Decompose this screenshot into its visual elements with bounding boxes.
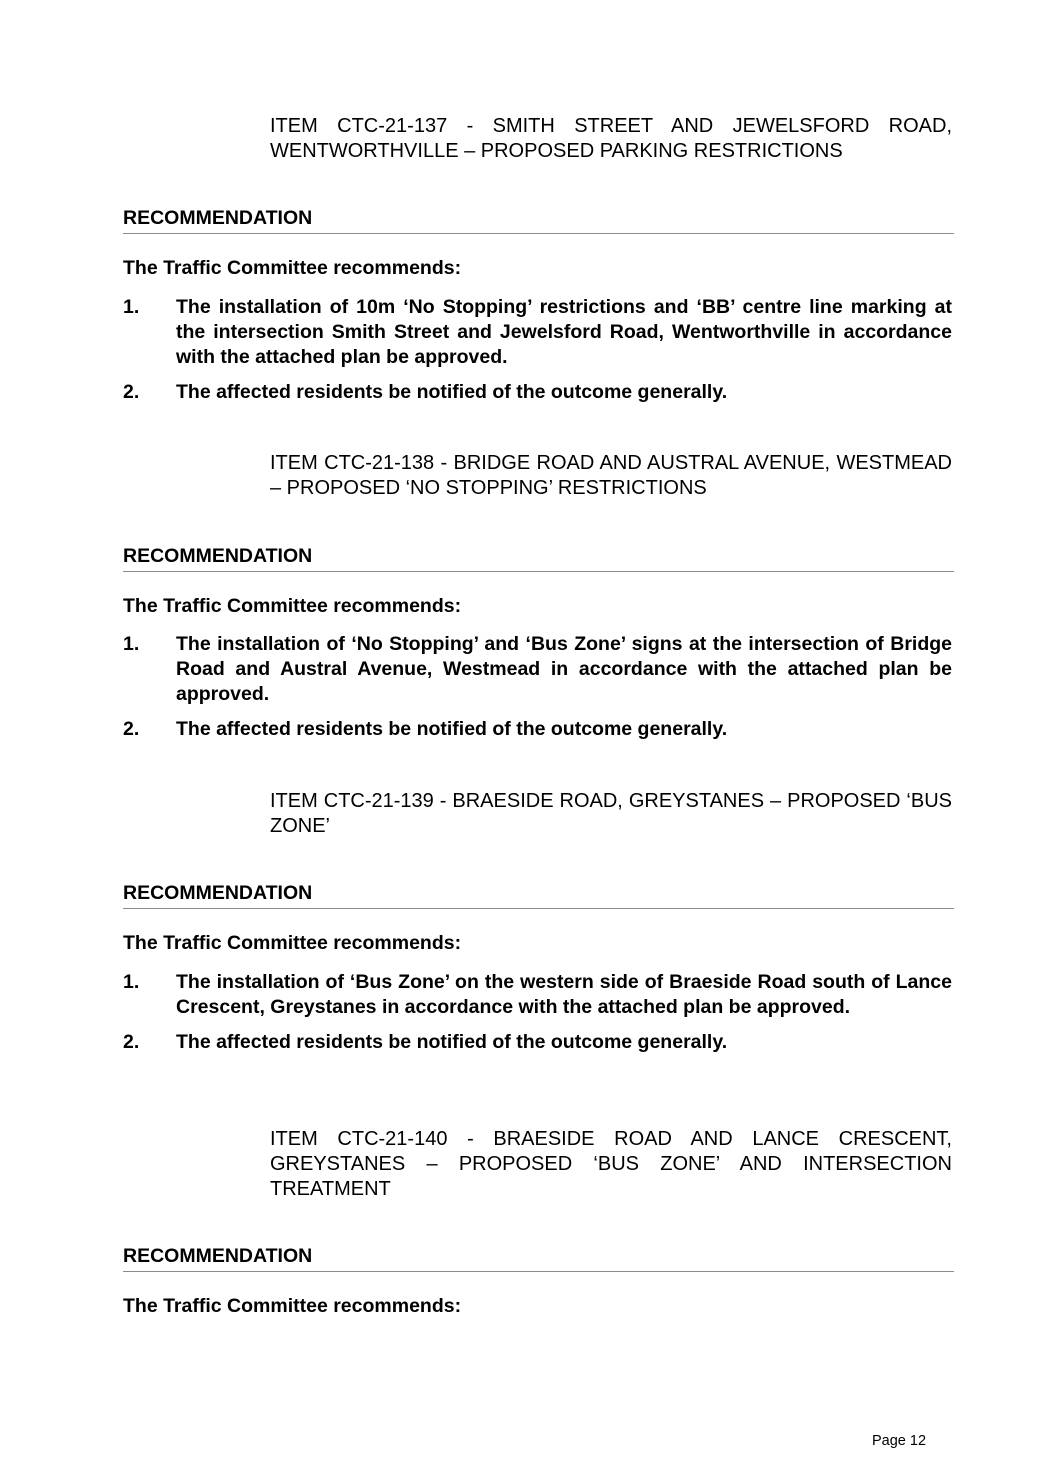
list-item bbox=[123, 970, 952, 1020]
list-item bbox=[123, 380, 952, 405]
recommendation-heading: RECOMMENDATION bbox=[123, 206, 954, 234]
list-item bbox=[123, 632, 952, 707]
list-item bbox=[123, 1030, 952, 1055]
list-text: The affected residents be notified of the outcome generally. bbox=[176, 718, 728, 740]
recommendation-heading: RECOMMENDATION bbox=[123, 881, 954, 909]
list-item bbox=[123, 295, 952, 370]
list-number: 1. bbox=[123, 296, 140, 318]
list-number: 1. bbox=[123, 633, 140, 655]
recommendation-list bbox=[123, 295, 952, 415]
list-text: The installation of 10m ‘No Stopping’ restrictions and ‘BB’ centre line marking at the intersection Smith Street and Jewelsford Road, Wentworthville in accordance with the attached plan be approved. bbox=[176, 296, 952, 368]
list-number: 1. bbox=[123, 971, 140, 993]
recommendation-intro: The Traffic Committee recommends: bbox=[123, 1295, 462, 1317]
item-title-ctc-21-137: ITEM CTC-21-137 - SMITH STREET AND JEWELSFORD ROAD, WENTWORTHVILLE – PROPOSED PARKING RESTRICTIONS bbox=[270, 115, 952, 162]
list-text: The installation of ‘Bus Zone’ on the western side of Braeside Road south of Lance Crescent, Greystanes in accordance with the attached plan be approved. bbox=[176, 971, 952, 1018]
recommendation-intro: The Traffic Committee recommends: bbox=[123, 257, 462, 279]
item-title-ctc-21-138: ITEM CTC-21-138 - BRIDGE ROAD AND AUSTRAL AVENUE, WESTMEAD – PROPOSED ‘NO STOPPING’ RESTRICTIONS bbox=[270, 452, 952, 499]
item-title-ctc-21-139: ITEM CTC-21-139 - BRAESIDE ROAD, GREYSTANES – PROPOSED ‘BUS ZONE’ bbox=[270, 790, 952, 837]
list-text: The installation of ‘No Stopping’ and ‘Bus Zone’ signs at the intersection of Bridge Road and Austral Avenue, Westmead in accordance with the attached plan be approved. bbox=[176, 633, 952, 705]
item-title-ctc-21-140: ITEM CTC-21-140 - BRAESIDE ROAD AND LANCE CRESCENT, GREYSTANES – PROPOSED ‘BUS ZONE’ AND INTERSECTION TREATMENT bbox=[270, 1128, 952, 1200]
recommendation-intro: The Traffic Committee recommends: bbox=[123, 595, 462, 617]
recommendation-list bbox=[123, 970, 952, 1065]
page-number: Page 12 bbox=[872, 1433, 927, 1449]
recommendation-list bbox=[123, 632, 952, 752]
list-item bbox=[123, 717, 952, 742]
list-number: 2. bbox=[123, 381, 140, 403]
recommendation-intro: The Traffic Committee recommends: bbox=[123, 932, 462, 954]
list-number: 2. bbox=[123, 718, 140, 740]
recommendation-heading: RECOMMENDATION bbox=[123, 1244, 954, 1272]
list-text: The affected residents be notified of the outcome generally. bbox=[176, 1031, 728, 1053]
list-text: The affected residents be notified of the outcome generally. bbox=[176, 381, 728, 403]
list-number: 2. bbox=[123, 1031, 140, 1053]
recommendation-heading: RECOMMENDATION bbox=[123, 544, 954, 572]
